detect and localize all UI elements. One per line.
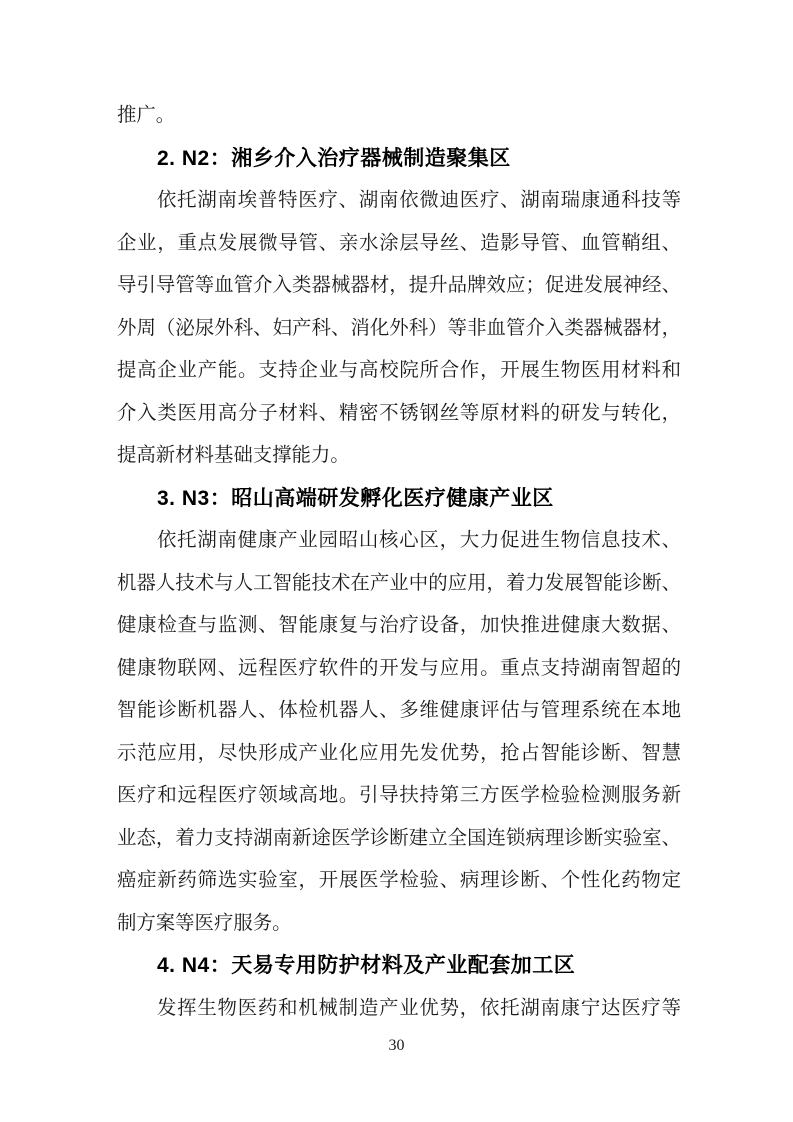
- body-line: 依托湖南健康产业园昭山核心区，大力促进生物信息技术、: [157, 530, 681, 551]
- body-line: 提高企业产能。支持企业与高校院所合作，开展生物医用材料和: [117, 360, 681, 381]
- body-line: 介入类医用高分子材料、精密不锈钢丝等原材料的研发与转化，: [117, 402, 681, 424]
- body-line: 智能诊断机器人、体检机器人、多维健康评估与管理系统在本地: [117, 700, 681, 721]
- section-heading-n2: 2. N2：湘乡介入治疗器械制造聚集区: [157, 146, 511, 170]
- paragraph-continuation-line: 推广。: [117, 105, 176, 126]
- body-line: 制方案等医疗服务。: [117, 912, 292, 934]
- body-line: 外周（泌尿外科、妇产科、消化外科）等非血管介入类器械器材，: [117, 317, 681, 339]
- section-heading-n3: 3. N3：昭山高端研发孵化医疗健康产业区: [157, 486, 554, 510]
- body-line: 示范应用，尽快形成产业化应用先发优势，抢占智能诊断、智慧: [117, 742, 681, 764]
- body-line: 发挥生物医药和机械制造产业优势，依托湖南康宁达医疗等: [157, 997, 681, 1019]
- page-number: 30: [388, 1037, 405, 1054]
- body-line: 机器人技术与人工智能技术在产业中的应用，着力发展智能诊断、: [117, 572, 681, 594]
- body-line: 业态，着力支持湖南新途医学诊断建立全国连锁病理诊断实验室、: [117, 827, 681, 849]
- body-line: 企业，重点发展微导管、亲水涂层导丝、造影导管、血管鞘组、: [117, 232, 681, 254]
- body-line: 医疗和远程医疗领域高地。引导扶持第三方医学检验检测服务新: [117, 785, 681, 806]
- page-content: [117, 95, 681, 1030]
- body-line: 依托湖南埃普特医疗、湖南依微迪医疗、湖南瑞康通科技等: [157, 190, 681, 211]
- body-line: 导引导管等血管介入类器械器材，提升品牌效应；促进发展神经、: [117, 275, 681, 296]
- body-line: 癌症新药筛选实验室，开展医学检验、病理诊断、个性化药物定: [117, 870, 681, 891]
- section-heading-n4: 4. N4：天易专用防护材料及产业配套加工区: [157, 954, 576, 977]
- body-line: 健康检查与监测、智能康复与治疗设备，加快推进健康大数据、: [117, 615, 681, 636]
- body-line: 提高新材料基础支撑能力。: [117, 445, 350, 466]
- body-line: 健康物联网、远程医疗软件的开发与应用。重点支持湖南智超的: [117, 657, 681, 679]
